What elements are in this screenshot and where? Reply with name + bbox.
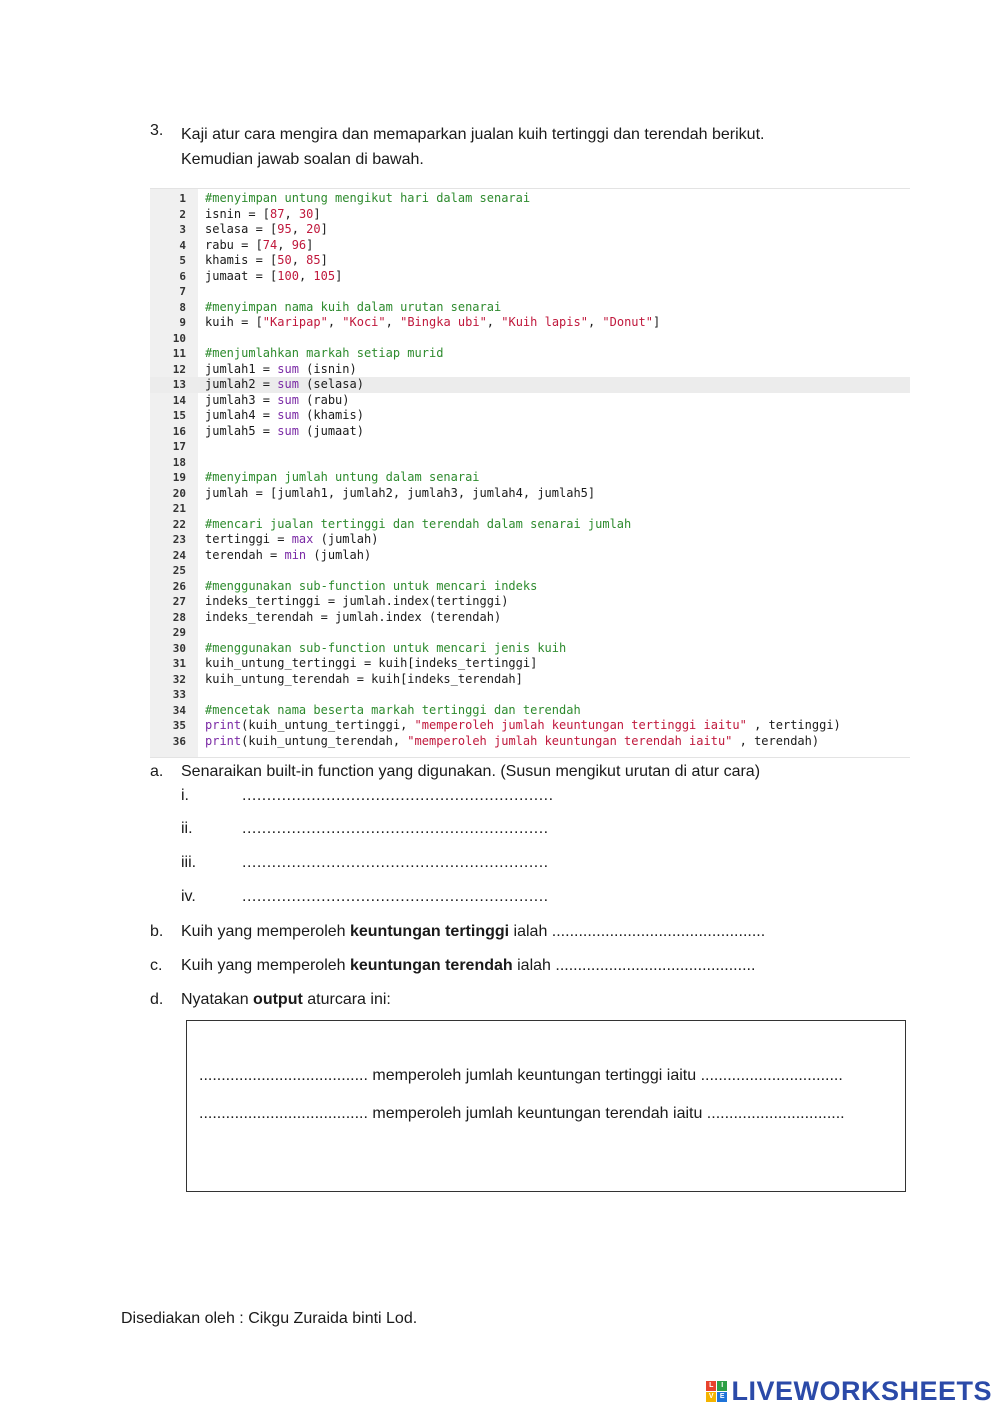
line-number: 24 [172, 548, 186, 562]
code-text: selasa = [95, 20] [205, 222, 328, 236]
code-line-13 [150, 377, 910, 393]
code-text: kuih_untung_terendah = kuih[indeks_terendah] [205, 671, 523, 686]
code-line-24 [150, 548, 910, 564]
line-number: 19 [172, 471, 186, 484]
question-text [181, 122, 881, 172]
liveworksheets-logo-icon [706, 1381, 727, 1402]
code-text: jumlah = [jumlah1, jumlah2, jumlah3, jumlah4, jumlah5] [205, 485, 596, 500]
line-number: 35 [172, 719, 186, 732]
part-d-pre: Nyatakan [181, 991, 254, 1008]
code-listing [150, 188, 910, 758]
line-number: 5 [179, 254, 186, 267]
code-line-28 [150, 610, 910, 626]
line-number: 36 [172, 734, 186, 748]
line-number: 26 [172, 579, 186, 593]
output-line-2[interactable]: ...................................... memperoleh jumlah keuntungan terendah iaitu ............................... [199, 1105, 845, 1122]
part-a-item-1-number: i. [181, 787, 189, 804]
code-line-6 [150, 269, 910, 285]
code-line-2 [150, 207, 910, 223]
part-a-item-2-answer-blank[interactable]: .............................................................. [242, 820, 549, 837]
code-line-3 [150, 222, 910, 238]
code-text: kuih = ["Karipap", "Koci", "Bingka ubi", "Kuih lapis", "Donut"] [205, 315, 661, 329]
code-text: #menyimpan untung mengikut hari dalam senarai [205, 191, 531, 205]
part-d-text [181, 989, 391, 1011]
part-b-pre: Kuih yang memperoleh [181, 923, 350, 940]
line-number: 33 [172, 688, 186, 701]
code-line-18 [150, 455, 910, 471]
code-text: indeks_terendah = jumlah.index (terendah) [205, 609, 502, 624]
code-line-23 [150, 532, 910, 548]
code-line-15 [150, 408, 910, 424]
code-line-12 [150, 362, 910, 378]
code-line-25 [150, 563, 910, 579]
logo-square-3: V [706, 1392, 716, 1402]
part-a-label: a. [150, 763, 164, 780]
line-number: 27 [172, 595, 186, 608]
part-b-text [181, 921, 765, 943]
code-line-4 [150, 238, 910, 254]
line-number: 13 [172, 378, 186, 391]
code-line-21 [150, 501, 910, 517]
code-line-7 [150, 284, 910, 300]
code-line-17 [150, 439, 910, 455]
line-number: 8 [179, 300, 186, 314]
part-b-bold: keuntungan tertinggi [349, 923, 510, 940]
code-line-33 [150, 687, 910, 703]
part-b-question [150, 921, 910, 943]
code-line-22 [150, 517, 910, 533]
line-number: 15 [172, 409, 186, 422]
line-number: 3 [179, 223, 186, 236]
line-number: 7 [179, 285, 186, 298]
code-line-10 [150, 331, 910, 347]
line-number: 29 [172, 626, 186, 639]
question-line-2: Kemudian jawab soalan di bawah. [181, 151, 424, 168]
code-line-11 [150, 346, 910, 362]
question-line-1: Kaji atur cara mengira dan memaparkan jualan kuih tertinggi dan terendah berikut. [181, 126, 765, 143]
line-number: 21 [172, 502, 186, 515]
output-answer-box [186, 1020, 906, 1192]
line-number: 9 [179, 316, 186, 329]
code-line-16 [150, 424, 910, 440]
code-text: isnin = [87, 30] [205, 206, 321, 221]
code-line-8 [150, 300, 910, 316]
part-a-item-3-number: iii. [181, 854, 197, 871]
part-d-bold: output [253, 991, 303, 1008]
line-number: 20 [172, 486, 186, 500]
part-d-question [150, 989, 910, 1011]
part-a-item-2-number: ii. [181, 820, 193, 837]
code-line-35 [150, 718, 910, 734]
part-a-item-4-number: iv. [181, 888, 196, 905]
line-number: 18 [172, 455, 186, 469]
code-text: #menggunakan sub-function untuk mencari indeks [205, 578, 538, 593]
code-text: tertinggi = max (jumlah) [205, 532, 379, 546]
line-number: 10 [172, 331, 186, 345]
part-c-question [150, 955, 910, 977]
part-c-text [181, 955, 755, 977]
code-text: jumlah2 = sum (selasa) [205, 377, 364, 391]
line-number: 34 [172, 703, 186, 717]
liveworksheets-brand [706, 1376, 992, 1407]
code-text: rabu = [74, 96] [205, 237, 314, 252]
code-text: jumlah1 = sum (isnin) [205, 361, 357, 376]
line-number: 25 [172, 564, 186, 577]
part-c-label: c. [150, 957, 163, 974]
code-line-29 [150, 625, 910, 641]
code-line-20 [150, 486, 910, 502]
logo-square-4: E [717, 1392, 727, 1402]
line-number: 30 [172, 641, 186, 655]
code-text: kuih_untung_tertinggi = kuih[indeks_tertinggi] [205, 656, 538, 670]
code-text: print(kuih_untung_tertinggi, "memperoleh jumlah keuntungan tertinggi iaitu" , tertinggi) [205, 718, 841, 732]
line-number: 23 [172, 533, 186, 546]
code-text: #menjumlahkan markah setiap murid [205, 346, 444, 360]
code-text: #mencetak nama beserta markah tertinggi dan terendah [205, 702, 581, 717]
line-number: 12 [172, 362, 186, 376]
logo-square-2: I [717, 1381, 727, 1391]
code-text: #menyimpan nama kuih dalam urutan senarai [205, 299, 502, 314]
part-a-item-1-answer-blank[interactable]: ............................................................... [242, 787, 554, 804]
part-a-text: Senaraikan built-in function yang digunakan. (Susun mengikut urutan di atur cara) [181, 763, 761, 780]
code-text: indeks_tertinggi = jumlah.index(tertinggi) [205, 594, 509, 608]
logo-square-1: L [706, 1381, 716, 1391]
line-number: 11 [172, 347, 186, 360]
code-line-5 [150, 253, 910, 269]
line-number: 14 [172, 393, 186, 407]
part-b-label: b. [150, 923, 164, 940]
code-lines [150, 191, 910, 749]
code-text: print(kuih_untung_terendah, "memperoleh jumlah keuntungan terendah iaitu" , terendah) [205, 733, 820, 748]
liveworksheets-brand-name: LIVEWORKSHEETS [731, 1376, 992, 1406]
line-number: 6 [179, 269, 186, 283]
code-line-27 [150, 594, 910, 610]
code-line-32 [150, 672, 910, 688]
question-number: 3. [150, 122, 164, 139]
part-c-answer-blank[interactable]: ialah ............................................. [512, 957, 756, 974]
part-b-answer-blank[interactable]: ialah ................................................ [509, 923, 766, 940]
output-line-1[interactable]: ...................................... memperoleh jumlah keuntungan tertinggi iaitu ................................ [199, 1067, 843, 1084]
code-line-36 [150, 734, 910, 750]
part-a-item-4-answer-blank[interactable]: .............................................................. [242, 888, 549, 905]
code-line-31 [150, 656, 910, 672]
line-number: 17 [172, 440, 186, 453]
line-number: 31 [172, 657, 186, 670]
part-d-post: aturcara ini: [302, 991, 391, 1008]
part-c-pre: Kuih yang memperoleh [181, 957, 350, 974]
part-a-question [150, 761, 910, 783]
line-number: 16 [172, 424, 186, 438]
line-number: 22 [172, 517, 186, 531]
code-text: jumlah5 = sum (jumaat) [205, 423, 364, 438]
line-number: 28 [172, 610, 186, 624]
code-line-14 [150, 393, 910, 409]
code-text: jumlah3 = sum (rabu) [205, 392, 350, 407]
footer-author: Disediakan oleh : Cikgu Zuraida binti Lod. [121, 1310, 418, 1327]
code-text: jumaat = [100, 105] [205, 268, 343, 283]
code-text: #menyimpan jumlah untung dalam senarai [205, 470, 480, 484]
part-d-label: d. [150, 991, 164, 1008]
code-line-19 [150, 470, 910, 486]
code-text: #menggunakan sub-function untuk mencari jenis kuih [205, 640, 567, 655]
line-number: 32 [172, 672, 186, 686]
code-line-30 [150, 641, 910, 657]
part-c-bold: keuntungan terendah [349, 957, 513, 974]
code-text: khamis = [50, 85] [205, 253, 328, 267]
code-text: #mencari jualan tertinggi dan terendah dalam senarai jumlah [205, 516, 632, 531]
line-number: 2 [179, 207, 186, 221]
code-line-9 [150, 315, 910, 331]
line-number: 1 [179, 192, 186, 205]
code-text: jumlah4 = sum (khamis) [205, 408, 364, 422]
code-line-1 [150, 191, 910, 207]
code-line-34 [150, 703, 910, 719]
part-a-item-3-answer-blank[interactable]: .............................................................. [242, 854, 549, 871]
code-text: terendah = min (jumlah) [205, 547, 372, 562]
code-line-26 [150, 579, 910, 595]
line-number: 4 [179, 238, 186, 252]
